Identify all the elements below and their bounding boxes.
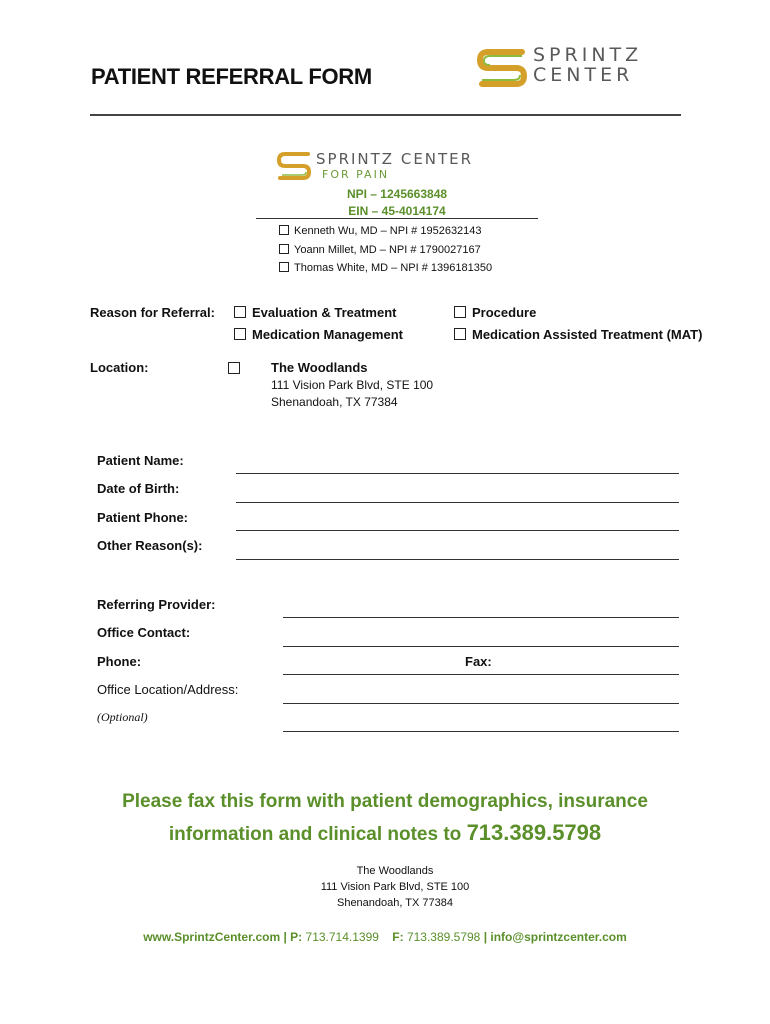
provider-item[interactable]: Yoann Millet, MD – NPI # 1790027167 <box>279 241 492 260</box>
provider-item[interactable]: Kenneth Wu, MD – NPI # 1952632143 <box>279 222 492 241</box>
phone-label: Phone: <box>97 654 142 669</box>
provider-list <box>279 222 492 278</box>
option-evaluation[interactable]: Evaluation & Treatment <box>234 305 396 320</box>
location-name: The Woodlands <box>271 360 368 375</box>
office-address-label: Office Location/Address: <box>97 682 239 697</box>
patient-name-field[interactable] <box>236 473 679 474</box>
logo-word-center: CENTER <box>533 64 634 86</box>
sprintz-s-small-icon <box>276 150 312 182</box>
website-link[interactable]: www.SprintzCenter.com <box>143 930 281 944</box>
reason-label: Reason for Referral: <box>90 305 215 320</box>
option-mat[interactable]: Medication Assisted Treatment (MAT) <box>454 327 702 342</box>
office-contact-field[interactable] <box>283 646 679 647</box>
location-checkbox[interactable] <box>228 360 246 378</box>
checkbox[interactable] <box>234 328 246 340</box>
patient-name-label: Patient Name: <box>97 453 184 468</box>
logo-word-sprintz: SPRINTZ <box>533 44 643 66</box>
checkbox[interactable] <box>234 306 246 318</box>
sprintz-s-logo-icon <box>476 46 528 90</box>
location-label: Location: <box>90 360 149 375</box>
checkbox[interactable] <box>279 262 289 272</box>
fax-label: Fax: <box>465 654 492 669</box>
office-address-field[interactable] <box>283 703 679 704</box>
office-contact-label: Office Contact: <box>97 625 191 640</box>
referring-provider-field[interactable] <box>283 617 679 618</box>
npi-divider <box>256 218 538 219</box>
sprintz-logo <box>476 46 681 90</box>
checkbox[interactable] <box>454 328 466 340</box>
sprintz-center-for-pain-logo <box>276 150 516 184</box>
brand-tagline: FOR PAIN <box>322 168 390 181</box>
fax-instructions-line2: information and clinical notes to 713.389.5798 <box>168 820 602 845</box>
page-title: PATIENT REFERRAL FORM <box>91 64 372 89</box>
option-medication-management[interactable]: Medication Management <box>234 327 403 342</box>
dob-label: Date of Birth: <box>97 481 180 496</box>
ein-number: EIN – 45-4014174 <box>348 204 446 218</box>
option-procedure[interactable]: Procedure <box>454 305 536 320</box>
checkbox[interactable] <box>279 244 289 254</box>
checkbox[interactable] <box>228 362 240 374</box>
location-address: 111 Vision Park Blvd, STE 100 Shenandoah, TX 77384 <box>271 378 434 409</box>
other-reasons-field[interactable] <box>236 559 679 560</box>
dob-field[interactable] <box>236 502 679 503</box>
npi-block <box>256 186 538 220</box>
footer-fax: 713.389.5798 <box>406 930 481 944</box>
patient-phone-label: Patient Phone: <box>97 510 189 525</box>
fax-instructions-line1: Please fax this form with patient demographics, insurance <box>122 791 648 812</box>
office-address-field-2[interactable] <box>283 731 679 732</box>
optional-note: (Optional) <box>97 710 148 724</box>
phone-fax-field[interactable] <box>283 674 679 675</box>
footer-contact: www.SprintzCenter.com | P: 713.714.1399 F: 713.389.5798 | info@sprintzcenter.com <box>143 930 627 944</box>
referring-provider-label: Referring Provider: <box>97 597 216 612</box>
brand-name: SPRINTZ CENTER <box>316 150 474 168</box>
checkbox[interactable] <box>279 225 289 235</box>
email-link[interactable]: info@sprintzcenter.com <box>490 930 627 944</box>
patient-phone-field[interactable] <box>236 530 679 531</box>
footer-phone[interactable]: 713.714.1399 <box>305 930 379 944</box>
fax-number: 713.389.5798 <box>466 820 602 845</box>
npi-number: NPI – 1245663848 <box>346 187 448 201</box>
footer-address: The Woodlands 111 Vision Park Blvd, STE 100 Shenandoah, TX 77384 <box>320 865 470 909</box>
header-divider <box>90 114 681 116</box>
other-reasons-label: Other Reason(s): <box>97 538 203 553</box>
provider-item[interactable]: Thomas White, MD – NPI # 1396181350 <box>279 259 492 278</box>
checkbox[interactable] <box>454 306 466 318</box>
